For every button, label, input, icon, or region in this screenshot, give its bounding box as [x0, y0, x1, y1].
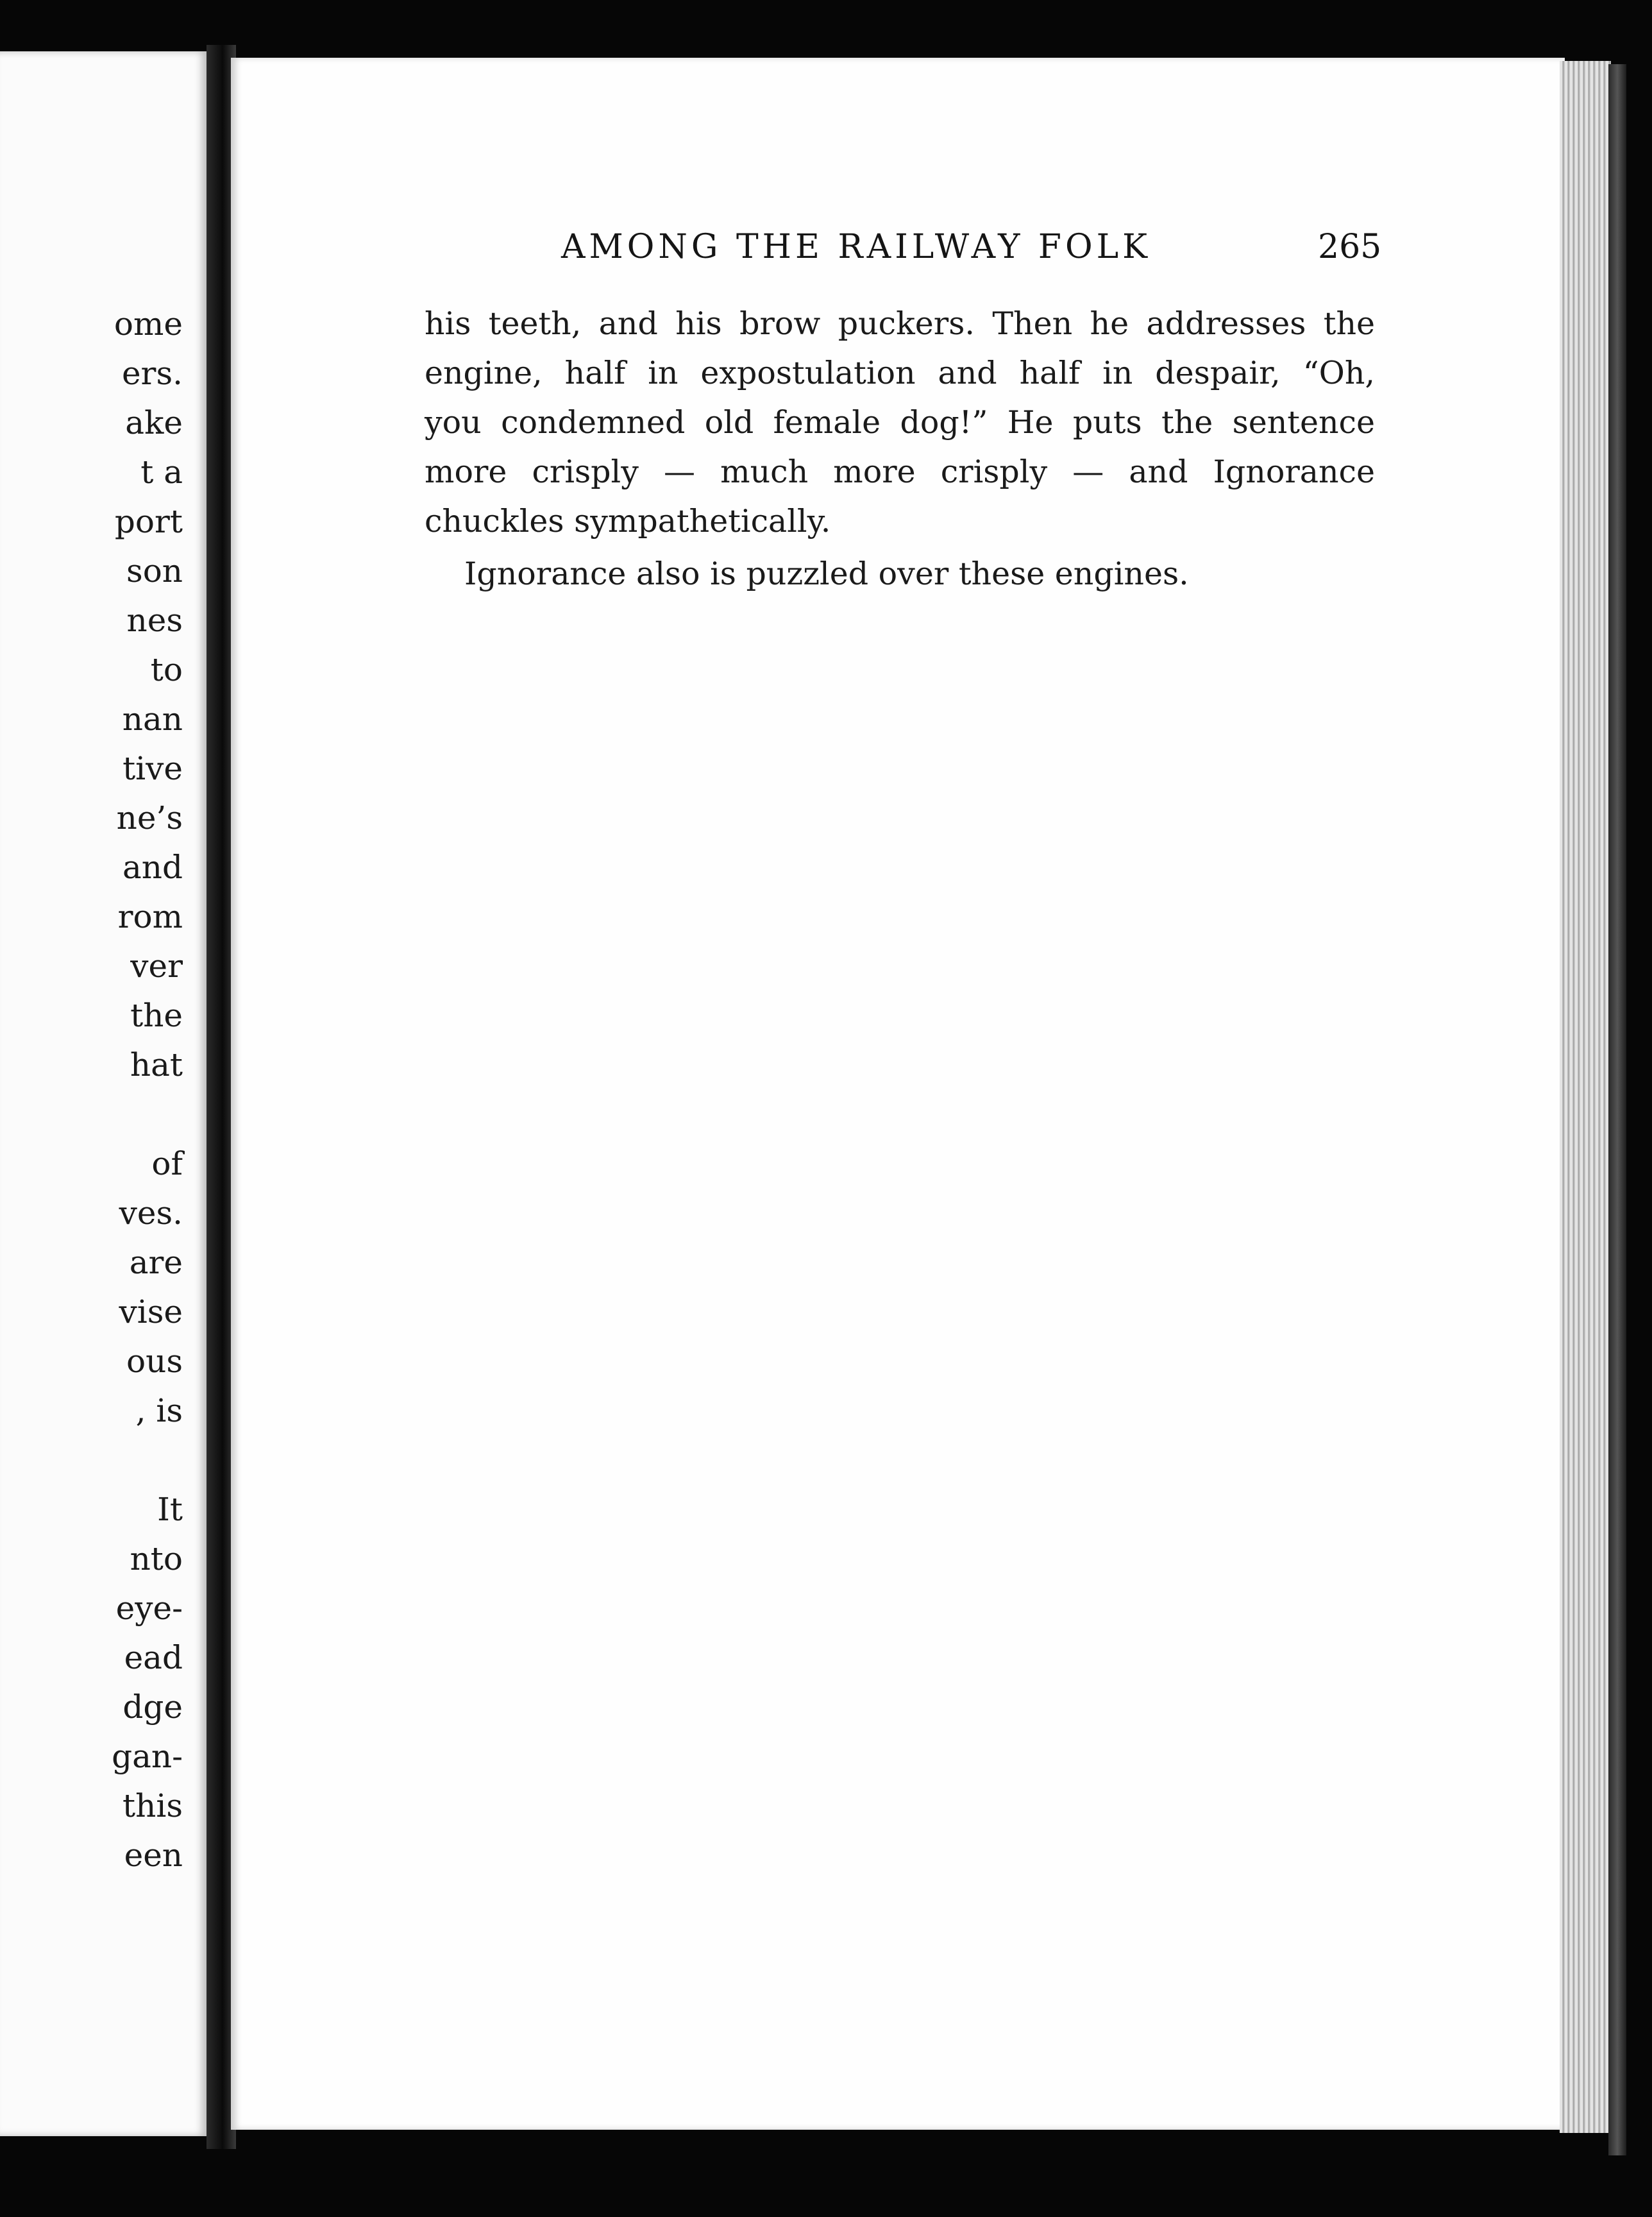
left-page-line: port — [114, 503, 183, 540]
left-page-line: ake — [125, 404, 183, 441]
cover-edge — [1608, 64, 1626, 2155]
left-page-line: ves. — [119, 1194, 183, 1232]
left-page-line: are — [129, 1244, 183, 1281]
left-page-line: gan- — [112, 1738, 183, 1775]
page-edges — [1560, 61, 1611, 2133]
text-line: more crisply — much more crisply — and Ignorance — [425, 454, 1375, 490]
text-line: chuckles sympathetically. — [425, 503, 831, 539]
left-page-line: tive — [122, 750, 183, 787]
left-page-line: ous — [126, 1343, 183, 1380]
text-line-paragraph-start: Ignorance also is puzzled over these engines. — [464, 556, 1189, 592]
text-line: you condemned old female dog!” He puts the sentence — [425, 404, 1375, 441]
left-page-line: ead — [124, 1639, 183, 1676]
left-page-line: nes — [126, 602, 183, 639]
left-page-line: ver — [130, 947, 183, 985]
left-page-line: een — [124, 1837, 183, 1874]
left-page-line: ne’s — [116, 799, 183, 837]
left-page-line: of — [151, 1145, 183, 1182]
left-page-line: the — [130, 997, 183, 1034]
left-page-line: It — [157, 1491, 183, 1528]
left-page-line: hat — [130, 1046, 183, 1083]
left-facing-page — [0, 51, 208, 2136]
left-page-line: to — [150, 651, 183, 688]
left-page-line: and — [122, 849, 183, 886]
left-page-line: , is — [135, 1392, 183, 1429]
text-line: engine, half in expostulation and half in despair, “Oh, — [425, 355, 1375, 391]
text-line: his teeth, and his brow puckers. Then he addresses the — [425, 305, 1375, 342]
left-page-line: eye- — [115, 1590, 183, 1627]
left-page-line: rom — [117, 898, 183, 935]
left-page-line: vise — [119, 1293, 183, 1330]
left-page-line: son — [126, 552, 183, 590]
left-page-line: ers. — [121, 355, 183, 392]
left-page-line: dge — [122, 1688, 183, 1726]
left-page-line: ome — [114, 305, 183, 343]
page-number: 265 — [1318, 228, 1382, 266]
running-head: AMONG THE RAILWAY FOLK — [561, 228, 1152, 266]
left-page-line: t a — [140, 454, 183, 491]
left-page-line: nan — [122, 701, 183, 738]
left-page-line: nto — [130, 1540, 183, 1577]
left-page-line: this — [122, 1787, 183, 1824]
